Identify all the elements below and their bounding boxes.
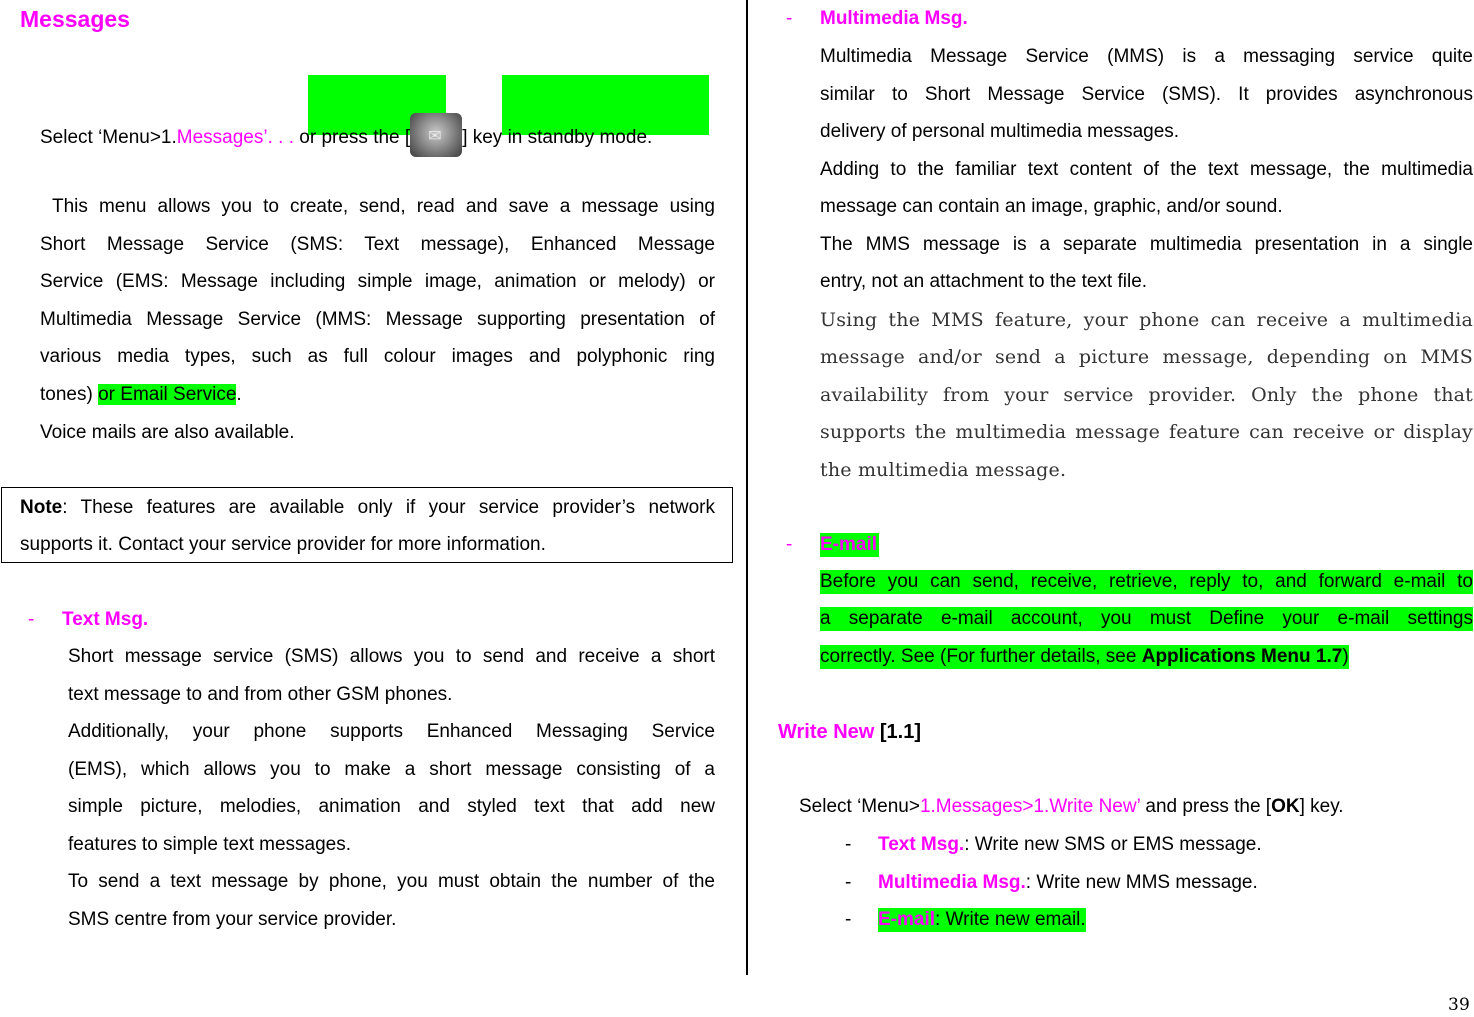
option-dash: - xyxy=(845,909,852,930)
mms-serif-line: Using the MMS feature, your phone can receive a multimedia xyxy=(820,309,1473,331)
section-title-multimedia-msg: Multimedia Msg. xyxy=(820,8,968,29)
mms-serif-line: supports the multimedia message feature can receive or display xyxy=(820,421,1473,443)
text-msg-line: (EMS), which allows you to make a short message consisting of a xyxy=(68,759,715,780)
section-title-text-msg: Text Msg. xyxy=(62,609,149,630)
option-dash: - xyxy=(845,872,852,893)
mms-serif-line: message and/or send a picture message, depending on MMS xyxy=(820,346,1473,368)
column-divider xyxy=(746,0,748,975)
section-title-email: E-mail xyxy=(820,534,878,555)
mms-line: message can contain an image, graphic, and/or sound. xyxy=(820,196,1283,217)
mms-line: similar to Short Message Service (SMS). It provides asynchronous xyxy=(820,84,1473,105)
text-msg-line: Additionally, your phone supports Enhanced Messaging Service xyxy=(68,721,715,742)
mms-line: Adding to the familiar text content of the text message, the multimedia xyxy=(820,159,1473,180)
text-msg-line: simple picture, melodies, animation and styled text that add new xyxy=(68,796,715,817)
option-multimedia-msg: Multimedia Msg.: Write new MMS message. xyxy=(878,872,1258,893)
email-line: Before you can send, receive, retrieve, reply to, and forward e-mail to xyxy=(820,571,1473,592)
intro-line: Short Message Service (SMS: Text message), Enhanced Message xyxy=(40,234,715,255)
page-title: Messages xyxy=(20,6,130,32)
page-number: 39 xyxy=(1448,995,1471,1015)
intro-line: various media types, such as full colour images and polyphonic ring xyxy=(40,346,715,367)
text-msg-line: features to simple text messages. xyxy=(68,834,352,855)
mms-serif-line: the multimedia message. xyxy=(820,459,1067,481)
text-msg-line: SMS centre from your service provider. xyxy=(68,909,397,930)
note-line: Note: These features are available only if your service provider’s network xyxy=(20,497,715,518)
intro-line: Multimedia Message Service (MMS: Message supporting presentation of xyxy=(40,309,715,330)
text-msg-line: Short message service (SMS) allows you to send and receive a short xyxy=(68,646,715,667)
bullet-dash: - xyxy=(786,8,793,29)
intro-line: Service (EMS: Message including simple image, animation or melody) or xyxy=(40,271,715,292)
select-instruction: Select ‘Menu>1.Messages’. . . or press the [ ✉ ] key in standby mode. xyxy=(40,113,652,157)
bullet-dash: - xyxy=(786,534,793,555)
intro-line: tones) or Email Service. xyxy=(40,384,242,405)
option-text-msg: Text Msg.: Write new SMS or EMS message. xyxy=(878,834,1262,855)
messages-key-icon: ✉ xyxy=(410,113,462,157)
text-msg-line: To send a text message by phone, you must obtain the number of the xyxy=(68,871,715,892)
mms-line: delivery of personal multimedia messages. xyxy=(820,121,1180,142)
email-line: a separate e-mail account, you must Define your e-mail settings xyxy=(820,608,1473,629)
intro-line: This menu allows you to create, send, read and save a message using xyxy=(52,196,715,217)
bullet-dash: - xyxy=(28,609,35,630)
mms-line: The MMS message is a separate multimedia presentation in a single xyxy=(820,234,1473,255)
mms-line: Multimedia Message Service (MMS) is a messaging service quite xyxy=(820,46,1473,67)
mms-line: entry, not an attachment to the text file. xyxy=(820,271,1148,292)
option-email: E-mail: Write new email. xyxy=(878,909,1086,930)
write-new-instruction: Select ‘Menu>1.Messages>1.Write New’ and press the [OK] key. xyxy=(799,796,1344,817)
text-msg-line: text message to and from other GSM phones. xyxy=(68,684,453,705)
option-dash: - xyxy=(845,834,852,855)
note-line: supports it. Contact your service provider for more information. xyxy=(20,534,546,555)
email-line: correctly. See (For further details, see Applications Menu 1.7) xyxy=(820,646,1349,667)
write-new-heading: Write New [1.1] xyxy=(778,721,922,743)
voice-mail-text: Voice mails are also available. xyxy=(40,422,295,443)
mms-serif-line: availability from your service provider. Only the phone that xyxy=(820,384,1473,406)
